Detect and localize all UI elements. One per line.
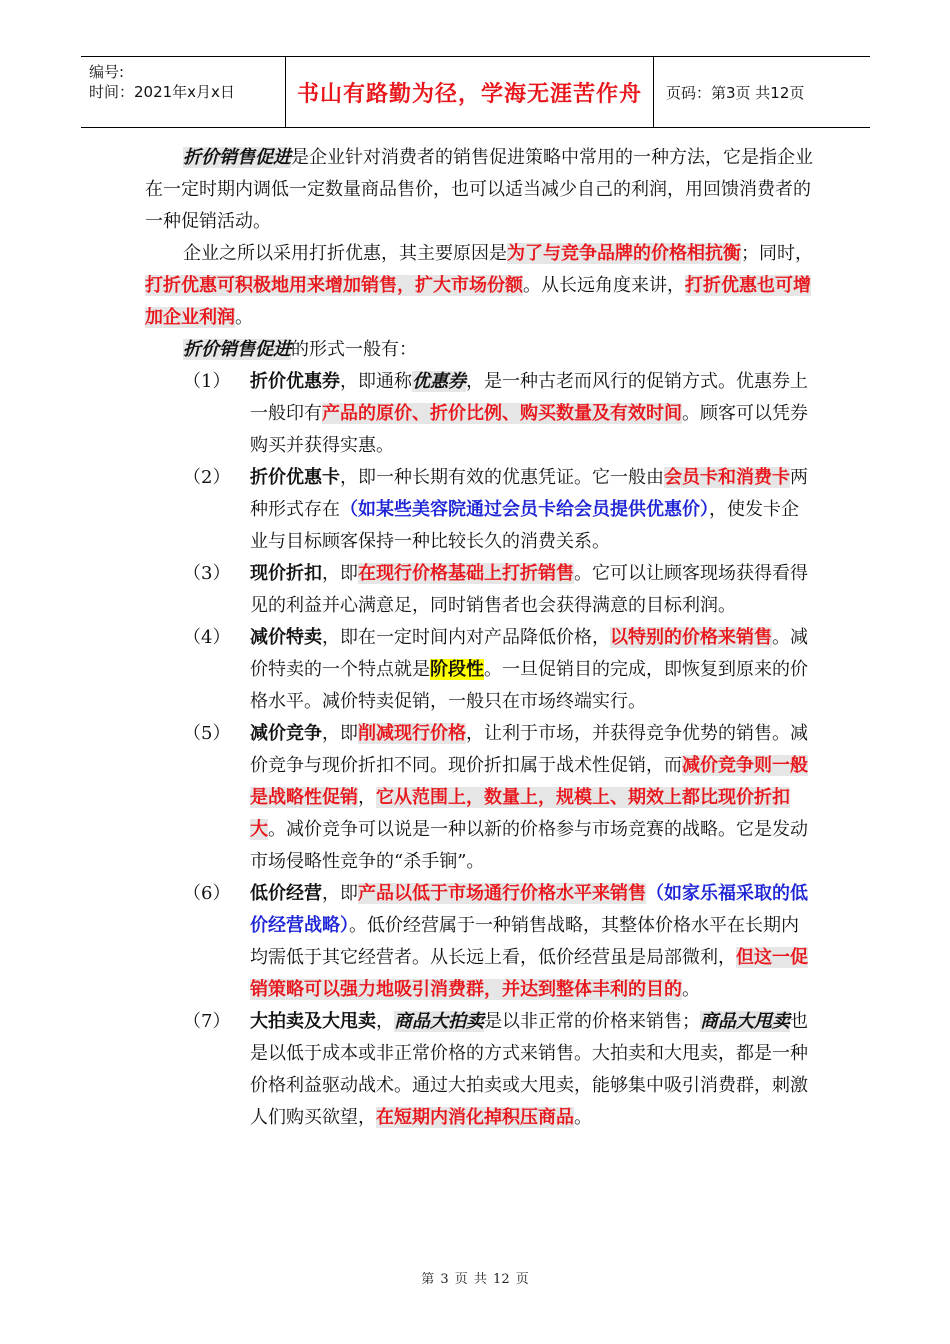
body-text: ，是一种古老而风行的促销方式。优惠券上一般印有: [250, 371, 808, 424]
body-text: 。它可以让顾客现场获得看得见的利益并心满意足，同时销售者也会获得满意的目标利润。: [250, 563, 808, 616]
key-term: 折价销售促进: [183, 339, 291, 360]
list-item: [145, 366, 815, 462]
highlight-red: 为了与竞争品牌的价格相抗衡: [507, 243, 741, 264]
item-number: （3）: [183, 563, 231, 584]
item-lead: 折价优惠卡: [250, 467, 340, 488]
key-term: 折价销售促进: [183, 147, 291, 168]
highlight-blue: （如某些美容院通过会员卡给会员提供优惠价）: [340, 499, 709, 520]
item-lead: 折价优惠券: [250, 371, 340, 392]
highlight-red: 在现行价格基础上打折销售: [358, 563, 574, 584]
document-body: [145, 142, 815, 1134]
body-text: 也是以低于成本或非正常价格的方式来销售。大拍卖和大甩卖，都是一种价格利益驱动战术。通过大拍卖或大甩卖，能够集中吸引消费群，刺激人们购买欲望，: [250, 1011, 808, 1128]
item-lead: 大拍卖及大甩卖: [250, 1011, 376, 1032]
item-lead: 低价经营: [250, 883, 322, 904]
body-text: 。减价特卖的一个特点就是: [250, 627, 808, 680]
number-label: 编号:: [89, 63, 125, 81]
highlight-red: 它从范围上，数量上，规模上、期效上都比现价折扣大: [250, 787, 790, 840]
page-header: [81, 56, 870, 128]
highlight-blue: （如家乐福采取的低价经营战略）: [250, 883, 808, 936]
body-text: 是以非正常的价格来销售；: [484, 1011, 700, 1032]
list-item: [145, 1006, 815, 1134]
body-text: ，让利于市场，并获得竞争优势的销售。减价竞争与现价折扣不同。现价折扣属于战术性促销，而: [250, 723, 808, 776]
highlight-red: 打折优惠可积极地用来增加销售，扩大市场份额: [145, 275, 523, 296]
body-text: 两种形式存在: [250, 467, 808, 520]
highlight-red: 以特别的价格来销售: [610, 627, 772, 648]
list-item: [145, 878, 815, 1006]
item-lead: 现价折扣: [250, 563, 322, 584]
highlight-red: 产品的原价、折价比例、购买数量及有效时间: [322, 403, 682, 424]
body-text: 。一旦促销目的完成，即恢复到原来的价格水平。减价特卖促销，一般只在市场终端实行。: [250, 659, 808, 712]
list-item: [145, 622, 815, 718]
list-item: [145, 462, 815, 558]
paragraph-reasons: [145, 238, 815, 334]
list-item: [145, 558, 815, 622]
list-item: [145, 718, 815, 878]
highlight-red: 但这一促销策略可以强力地吸引消费群，并达到整体丰利的目的: [250, 947, 808, 1000]
body-text: 。顾客可以凭券购买并获得实惠。: [250, 403, 808, 456]
highlight-red: 会员卡和消费卡: [664, 467, 790, 488]
body-text: ，即一种长期有效的优惠凭证。它一般由: [340, 467, 664, 488]
body-text: ，即通称: [340, 371, 412, 392]
item-number: （2）: [183, 467, 231, 488]
item-number: （7）: [183, 1011, 231, 1032]
item-number: （5）: [183, 723, 231, 744]
header-meta: [81, 57, 286, 127]
page-footer: 第 3 页 共 12 页: [421, 1272, 529, 1287]
key-term: 优惠券: [412, 371, 466, 392]
body-text: 。从长远角度来讲，: [523, 275, 685, 296]
item-number: （1）: [183, 371, 231, 392]
header-motto: 书山有路勤为径，学海无涯苦作舟: [286, 57, 654, 127]
body-text: 。: [574, 1107, 592, 1128]
item-lead: 减价特卖: [250, 627, 322, 648]
item-number: （4）: [183, 627, 231, 648]
page-number-label: 页码：第3页 共12页: [666, 83, 805, 102]
body-text: ，: [358, 787, 376, 808]
body-text: 。: [235, 307, 253, 328]
highlight-yellow: 阶段性: [430, 659, 484, 680]
key-term: 商品大甩卖: [700, 1011, 790, 1032]
paragraph-forms: [145, 334, 815, 366]
highlight-red: 打折优惠也可增加企业利润: [145, 275, 811, 328]
item-lead: 减价竞争: [250, 723, 322, 744]
body-text: ；同时，: [741, 243, 813, 264]
body-text: 是企业针对消费者的销售促进策略中常用的一种方法，它是指企业在一定时期内调低一定数量商品售价，也可以适当减少自己的利润，用回馈消费者的一种促销活动。: [145, 147, 813, 232]
highlight-red: 削减现行价格: [358, 723, 466, 744]
body-text: ，使发卡企业与目标顾客保持一种比较长久的消费关系。: [250, 499, 799, 552]
time-label: 时间：2021年x月x日: [89, 83, 235, 101]
highlight-red: 产品以低于市场通行价格水平来销售: [358, 883, 646, 904]
body-text: ，: [376, 1011, 394, 1032]
body-text: 。减价竞争可以说是一种以新的价格参与市场竞赛的战略。它是发动市场侵略性竞争的“杀手锏”。: [250, 819, 808, 872]
body-text: 企业之所以采用打折优惠，其主要原因是: [183, 243, 507, 264]
body-text: ，即: [322, 883, 358, 904]
body-text: 。低价经营属于一种销售战略，其整体价格水平在长期内均需低于其它经营者。从长远上看，低价经营虽是局部微利，: [250, 915, 799, 968]
body-text: ，即在一定时间内对产品降低价格，: [322, 627, 610, 648]
body-text: 。: [682, 979, 700, 1000]
body-text: 的形式一般有：: [291, 339, 417, 360]
body-text: ，即: [322, 563, 358, 584]
item-number: （6）: [183, 883, 231, 904]
highlight-red: 在短期内消化掉积压商品: [376, 1107, 574, 1128]
body-text: ，即: [322, 723, 358, 744]
paragraph-intro: [145, 142, 815, 238]
highlight-red: 减价竞争则一般是战略性促销: [250, 755, 808, 808]
key-term: 商品大拍卖: [394, 1011, 484, 1032]
